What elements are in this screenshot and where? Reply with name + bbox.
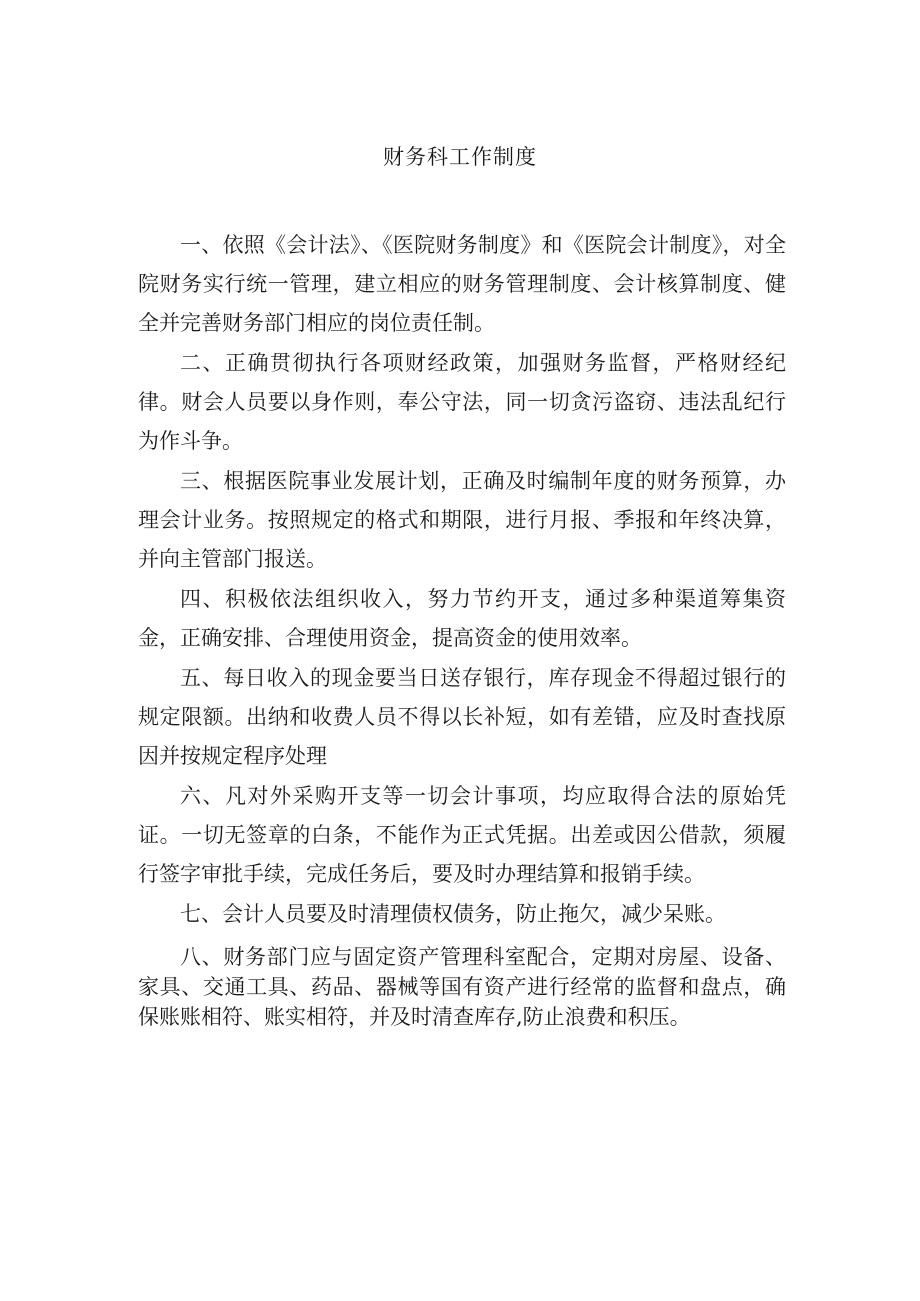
- paragraph-1: 一、依照《会计法》、《医院财务制度》和《医院会计制度》，对全院财务实行统一管理，建立相应的财务管理制度、会计核算制度、健全并完善财务部门相应的岗位责任制。: [138, 233, 786, 335]
- paragraph-2: 二、正确贯彻执行各项财经政策，加强财务监督，严格财经纪律。财会人员要以身作则，奉公守法，同一切贪污盗窃、违法乱纪行为作斗争。: [138, 351, 786, 453]
- paragraph-7: 七、会计人员要及时清理债权债务，防止拖欠，减少呆账。: [180, 902, 726, 926]
- paragraph-6: 六、凡对外采购开支等一切会计事项，均应取得合法的原始凭证。一切无签章的白条，不能作为正式凭据。出差或因公借款，须履行签字审批手续，完成任务后，要及时办理结算和报销手续。: [138, 784, 786, 886]
- paragraph-4: 四、积极依法组织收入，努力节约开支，通过多种渠道筹集资金，正确安排、合理使用资金，提高资金的使用效率。: [138, 587, 786, 650]
- paragraph-3: 三、根据医院事业发展计划，正确及时编制年度的财务预算，办理会计业务。按照规定的格式和期限，进行月报、季报和年终决算，并向主管部门报送。: [138, 469, 786, 571]
- document-body: [138, 226, 786, 1032]
- paragraph-8: 八、财务部门应与固定资产管理科室配合，定期对房屋、设备、家具、交通工具、药品、器械等国有资产进行经常的监督和盘点，确保账账相符、账实相符，并及时清查库存,防止浪费和积压。: [138, 945, 786, 1029]
- paragraph-5: 五、每日收入的现金要当日送存银行，库存现金不得超过银行的规定限额。出纳和收费人员不得以长补短，如有差错，应及时查找原因并按规定程序处理: [138, 666, 786, 768]
- document-title: 财务科工作制度: [383, 145, 537, 169]
